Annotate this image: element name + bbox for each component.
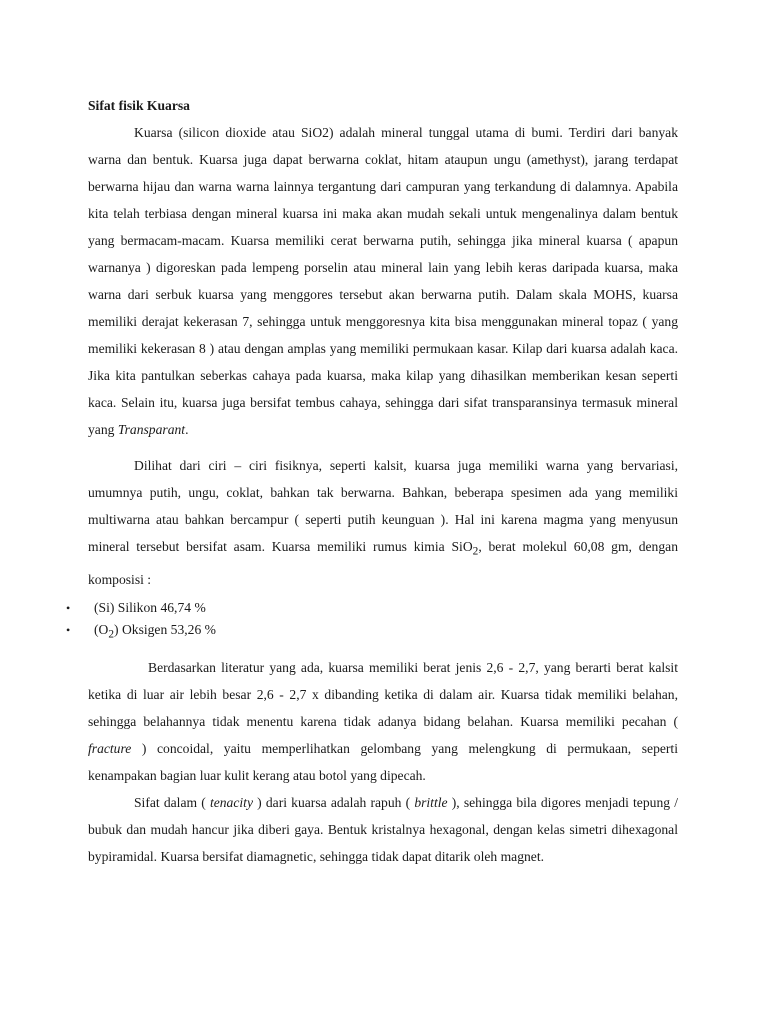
paragraph-4-text-c: ), sehingga bila digores menjadi tepung / bubuk dan mudah hancur jika diberi gaya. Bentuk kristalnya hexagonal, dengan kelas simetri dihexagonal bypiramidal. Kuarsa bersifat diamagnetic, sehingga tidak dapat ditarik oleh magnet. [88,795,678,865]
paragraph-3-text-b: ) concoidal, yaitu memperlihatkan gelombang yang melengkung di permukaan, seperti kenampakan bagian luar kulit kerang atau botol yang dipecah. [88,741,678,784]
paragraph-2 [88,452,678,593]
list-item [64,597,654,619]
paragraph-1 [88,119,678,443]
bullet-icon: • [66,600,71,615]
paragraph-4 [88,789,678,870]
list-item-text: (Si) Silikon 46,74 % [94,599,206,615]
paragraph-4-italic-a: tenacity [209,795,253,811]
document-page [66,92,678,870]
bullet-icon: • [66,622,71,637]
list-item-subscript: 2 [108,628,115,641]
paragraph-1-italic: Transparant [117,422,186,437]
paragraph-1-text-a: Kuarsa (silicon dioxide atau SiO2) adalah mineral tunggal utama di bumi. Terdiri dari banyak warna dan bentuk. Kuarsa juga dapat berwarna coklat, hitam ataupun ungu (amethyst), jarang terdapat berwarna hijau dan warna warna lainnya tergantung dari campuran yang terkandung di dalamnya. Apabila kita telah terbiasa dengan mineral kuarsa ini maka akan mudah sekali untuk mengenalinya dalam bentuk yang bermacam-macam. Kuarsa memiliki cerat berwarna putih, sehingga jika mineral kuarsa ( apapun warnanya ) digoreskan pada lempeng porselin atau mineral lain yang lebih keras daripada kuarsa, maka warna dari serbuk kuarsa yang menggores tersebut akan berwarna putih. Dalam skala MOHS, kuarsa memiliki derajat kekerasan 7, sehingga untuk menggoresnya kita bisa menggunakan mineral topaz ( yang memiliki kekerasan 8 ) atau dengan amplas yang memiliki permukaan kasar. Kilap dari kuarsa adalah kaca. Jika kita pantulkan seberkas cahaya pada kuarsa, maka kilap yang dihasilkan memberikan kesan seperti kaca. Selain itu, kuarsa juga bersifat tembus cahaya, sehingga dari sifat transparansinya termasuk mineral yang [88,125,678,437]
composition-list [64,597,654,646]
paragraph-2-text-a: Dilihat dari ciri – ciri fisiknya, seperti kalsit, kuarsa juga memiliki warna yang bervariasi, umumnya putih, ungu, coklat, bahkan tak berwarna. Bahkan, beberapa spesimen ada yang memiliki multiwarna atau bahkan bercampur ( seperti putih keunguan ). Hal ini karena magma yang menyusun mineral tersebut bersifat asam. Kuarsa memiliki rumus kimia SiO [88,458,678,554]
paragraph-2-text-b: , berat molekul 60,08 gm, dengan komposisi : [88,539,678,587]
paragraph-3 [88,654,678,789]
document-title: Sifat fisik Kuarsa [88,98,190,113]
paragraph-4-text-a: Sifat dalam ( [134,795,210,811]
spacer [88,443,678,452]
paragraph-1-text-b: . [185,422,189,437]
paragraph-3-text-a: Berdasarkan literatur yang ada, kuarsa memiliki berat jenis 2,6 - 2,7, yang berarti berat kalsit ketika di luar air lebih besar 2,6 - 2,7 x dibanding ketika di dalam air. Kuarsa tidak memiliki belahan, sehingga belahannya tidak menentu karena tidak adanya bidang belahan. Kuarsa memiliki pecahan ( [88,660,678,730]
list-item [64,619,654,646]
paragraph-4-text-b: ) dari kuarsa adalah rapuh ( [252,795,415,811]
paragraph-2-subscript: 2 [472,545,479,558]
list-item-text-pre: (O [94,621,109,637]
list-item-text-post: ) Oksigen 53,26 % [114,621,216,637]
paragraph-4-italic-b: brittle [414,795,448,811]
paragraph-3-italic: fracture [88,741,132,757]
spacer [88,645,678,654]
